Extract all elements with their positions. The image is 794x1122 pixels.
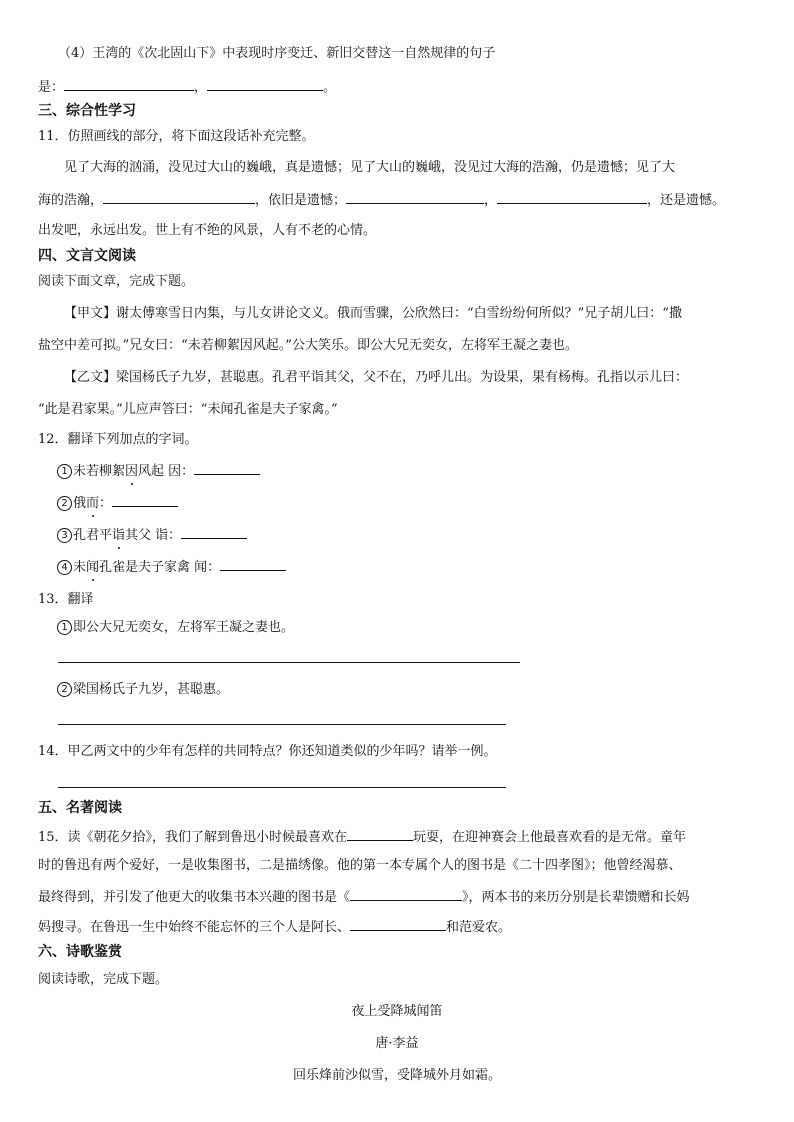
q10-4-answer-prefix: 是： [38,80,65,95]
q15-blank-2[interactable] [350,888,462,901]
q12-blank-3[interactable] [181,526,247,539]
q12-item-1-pre: 未若柳絮 [73,464,126,479]
q12-item-1 [57,462,260,480]
q11-line-2a: 海的浩瀚， [38,193,104,208]
q14-answer-line[interactable] [58,787,506,788]
jia-line-1: 【甲文】谢太傅寒雪日内集，与儿女讲论文义。俄而雪骤，公欣然曰：“白雪纷纷何所似？”兄子胡儿曰：“撒 [64,306,682,321]
q14-stem: 14．甲乙两文中的少年有怎样的共同特点？你还知道类似的少年吗？请举一例。 [38,744,497,759]
q11-line-2b: ，依旧是遗憾； [255,193,347,208]
q13-answer-line-2[interactable] [58,724,506,725]
section-4-title: 四、文言文阅读 [38,248,136,264]
q10-4-blank-2[interactable] [207,78,323,91]
q12-blank-2[interactable] [112,494,178,507]
section-6-intro: 阅读诗歌，完成下题。 [38,972,169,987]
q13-item-1 [57,620,294,636]
q11-blank-2[interactable] [346,191,484,204]
circle-number-2: 2 [57,682,72,697]
q10-4-sep: ， [194,80,208,95]
q12-item-4 [57,558,286,576]
q15-line-3 [38,888,690,906]
q15-line-1a: 15．读《朝花夕拾》，我们了解到鲁迅小时候最喜欢在 [38,830,348,845]
q11-stem: 11．仿照画线的部分，将下面这段话补充完整。 [38,129,315,144]
circle-number-2: 2 [57,496,72,511]
q13-item-2 [57,682,229,698]
circle-number-1: 1 [57,620,72,635]
q12-item-4-dotted: 闻 [86,560,100,575]
q15-blank-3[interactable] [350,918,446,931]
q12-blank-1[interactable] [194,462,260,475]
q15-line-4b: 和范爱农。 [446,920,512,935]
q11-line-2d: ，还是遗憾。 [647,193,726,208]
q11-blank-1[interactable] [103,191,255,204]
poem-author: 唐·李益 [375,1036,419,1051]
q15-line-1 [38,828,686,846]
q15-line-3a: 最终得到，并引发了他更大的收集书本兴趣的图书是《 [38,890,351,905]
q12-item-3-pre: 孔君平 [73,528,113,543]
q12-item-2-post: ： [99,496,113,511]
q12-blank-4[interactable] [220,558,286,571]
section-5-title: 五、名著阅读 [38,800,122,816]
section-6-title: 六、诗歌鉴赏 [38,944,122,960]
q12-item-3-post: 其父 诣： [125,528,182,543]
circle-number-3: 3 [57,528,72,543]
circle-number-1: 1 [57,464,72,479]
section-3-title: 三、综合性学习 [38,103,136,119]
q12-item-4-post: 孔雀是夫子家禽 闻： [99,560,221,575]
q12-stem: 12．翻译下列加点的字词。 [38,432,198,447]
q13-item-1-text: 即公大兄无奕女，左将军王凝之妻也。 [73,620,295,635]
section-4-intro: 阅读下面文章，完成下题。 [38,274,195,289]
yi-line-1: 【乙文】梁国杨氏子九岁，甚聪惠。孔君平诣其父，父不在，乃呼儿出。为设果，果有杨梅。孔指以示儿曰： [64,370,689,385]
q12-item-4-pre: 未 [73,560,87,575]
circle-number-4: 4 [57,560,72,575]
q12-item-1-dotted: 因 [125,464,139,479]
q12-item-3-dotted: 诣 [112,528,126,543]
q10-4-end: 。 [323,80,337,95]
q15-line-2: 时的鲁迅有两个爱好，一是收集图书，二是描绣像。他的第一本专属个人的图书是《二十四孝图》；他曾经渴慕、 [38,858,682,873]
q15-blank-1[interactable] [347,828,413,841]
q11-line-3: 出发吧，永远出发。世上有不绝的风景，人有不老的心情。 [38,223,377,238]
poem-title: 夜上受降城闻笛 [351,1004,443,1019]
poem-line-1: 回乐烽前沙似雪，受降城外月如霜。 [292,1068,501,1083]
q13-item-2-text: 梁国杨氏子九岁，甚聪惠。 [73,682,230,697]
q12-item-1-post: 风起 因： [138,464,195,479]
q15-line-3b: 》，两本书的来历分别是长辈馈赠和长妈 [462,890,690,905]
q15-line-1b: 玩耍，在迎神赛会上他最喜欢看的是无常。童年 [413,830,687,845]
q13-stem: 13．翻译 [38,592,94,607]
q11-line-2 [38,191,725,209]
q11-blank-3[interactable] [497,191,647,204]
q12-item-2-pre: 俄 [73,496,87,511]
q12-item-2-dotted: 而 [86,496,100,511]
jia-line-2: 盐空中差可拟。”兄女曰：“未若柳絮因风起。”公大笑乐。即公大兄无奕女，左将军王凝之妻也。 [38,338,578,353]
q12-item-2 [57,494,178,512]
yi-line-2: “此是君家果。”儿应声答曰：“未闻孔雀是夫子家禽。” [38,402,338,417]
q11-line-1: 见了大海的汹涌，没见过大山的巍峨，真是遗憾；见了大山的巍峨，没见过大海的浩瀚，仍是遗憾；见了大 [64,160,676,175]
q15-line-4a: 妈搜寻。在鲁迅一生中始终不能忘怀的三个人是阿长、 [38,920,351,935]
q10-4-prefix: （4）王湾的《次北固山下》中表现时序变迁、新旧交替这一自然规律的句子 [58,46,496,61]
q10-4-blank-1[interactable] [64,78,194,91]
q12-item-3 [57,526,247,544]
q11-line-2c: ， [484,193,498,208]
q13-answer-line-1[interactable] [58,662,520,663]
q10-4-answer-line [38,78,336,96]
q15-line-4 [38,918,511,936]
